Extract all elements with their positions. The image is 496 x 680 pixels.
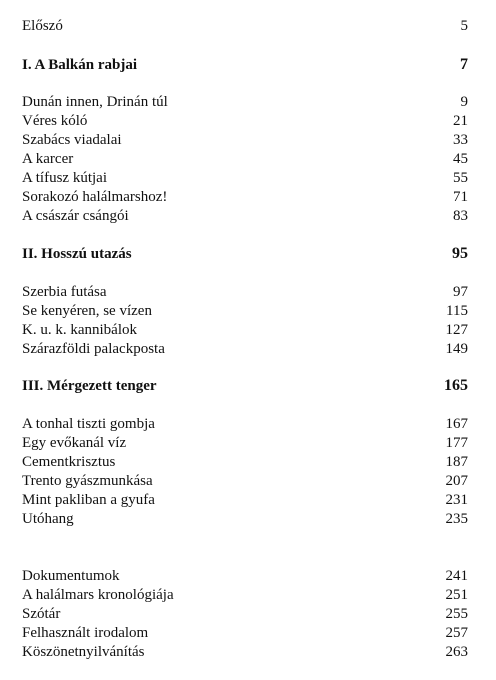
toc-entry-title: Dunán innen, Drinán túl [22,94,168,110]
toc-part-page: 165 [444,377,468,394]
toc-entry [22,321,468,339]
toc-entry-title: Cementkrisztus [22,454,116,470]
toc-entry [22,510,468,528]
toc-entry-title: Felhasznált irodalom [22,625,149,641]
toc-entry-title: A halálmars kronológiája [22,587,174,603]
toc-entry-page: 97 [453,284,468,300]
toc-appendix-entry [22,624,468,642]
toc-entry-title: A karcer [22,151,74,167]
toc-entry [22,283,468,301]
toc-entry-page: 177 [445,435,468,451]
toc-entry-page: 83 [453,208,468,224]
toc-entry-page: 115 [446,303,468,319]
toc-entry [22,453,468,471]
toc-entry-page: 263 [445,644,468,660]
toc-part-title: II. Hosszú utazás [22,246,132,262]
toc-entry-title: Sorakozó halálmarshoz! [22,189,168,205]
toc-entry-page: 5 [460,18,468,34]
toc-entry-title: Utóhang [22,511,74,527]
toc-part-page: 7 [460,56,468,73]
toc-entry-page: 33 [453,132,468,148]
toc-entry [22,415,468,433]
toc-entry-page: 207 [445,473,468,489]
toc-entry-page: 241 [445,568,468,584]
toc-entry-title: A tonhal tiszti gombja [22,416,155,432]
toc-entry [22,491,468,509]
toc-entry [22,207,468,225]
toc-entry [22,340,468,358]
toc-part-heading-2 [22,245,468,263]
toc-entry [22,169,468,187]
toc-entry-page: 231 [445,492,468,508]
toc-entry-page: 251 [445,587,468,603]
toc-entry-page: 167 [445,416,468,432]
toc-part-title: I. A Balkán rabjai [22,57,138,73]
toc-appendix-entry [22,643,468,661]
toc-part-page: 95 [452,245,468,262]
toc-appendix-entry [22,586,468,604]
toc-entry [22,112,468,130]
toc-entry [22,131,468,149]
toc-entry-page: 257 [445,625,468,641]
toc-entry-title: Se kenyéren, se vízen [22,303,152,319]
toc-entry-title: Köszönetnyilvánítás [22,644,145,660]
toc-entry-page: 127 [445,322,468,338]
toc-entry-page: 21 [453,113,468,129]
toc-entry [22,302,468,320]
toc-entry-title: Trento gyászmunkása [22,473,153,489]
toc-entry-title: Előszó [22,18,63,34]
toc-entry-page: 45 [453,151,468,167]
toc-entry [22,150,468,168]
toc-part-heading-1 [22,56,468,74]
toc-entry-title: A császár csángói [22,208,129,224]
toc-entry-page: 187 [445,454,468,470]
toc-entry-page: 235 [445,511,468,527]
toc-entry-title: K. u. k. kannibálok [22,322,137,338]
toc-entry-eloszo [22,17,468,35]
toc-entry-page: 55 [453,170,468,186]
toc-entry-title: Szótár [22,606,61,622]
toc-entry [22,434,468,452]
toc-entry-title: Véres kóló [22,113,88,129]
toc-entry-title: Szabács viadalai [22,132,122,148]
toc-entry-title: Szerbia futása [22,284,107,300]
toc-entry-title: Mint pakliban a gyufa [22,492,155,508]
toc-appendix-entry [22,567,468,585]
toc-entry-page: 149 [445,341,468,357]
toc-entry-page: 71 [453,189,468,205]
toc-part-title: III. Mérgezett tenger [22,378,157,394]
toc-entry-title: Egy evőkanál víz [22,435,127,451]
toc-entry [22,93,468,111]
toc-appendix-entry [22,605,468,623]
toc-entry-title: A tífusz kútjai [22,170,107,186]
toc-part-heading-3 [22,377,468,395]
toc-entry [22,188,468,206]
toc-entry-title: Dokumentumok [22,568,120,584]
toc-entry [22,472,468,490]
toc-entry-page: 9 [460,94,468,110]
toc-entry-title: Szárazföldi palackposta [22,341,165,357]
toc-entry-page: 255 [445,606,468,622]
